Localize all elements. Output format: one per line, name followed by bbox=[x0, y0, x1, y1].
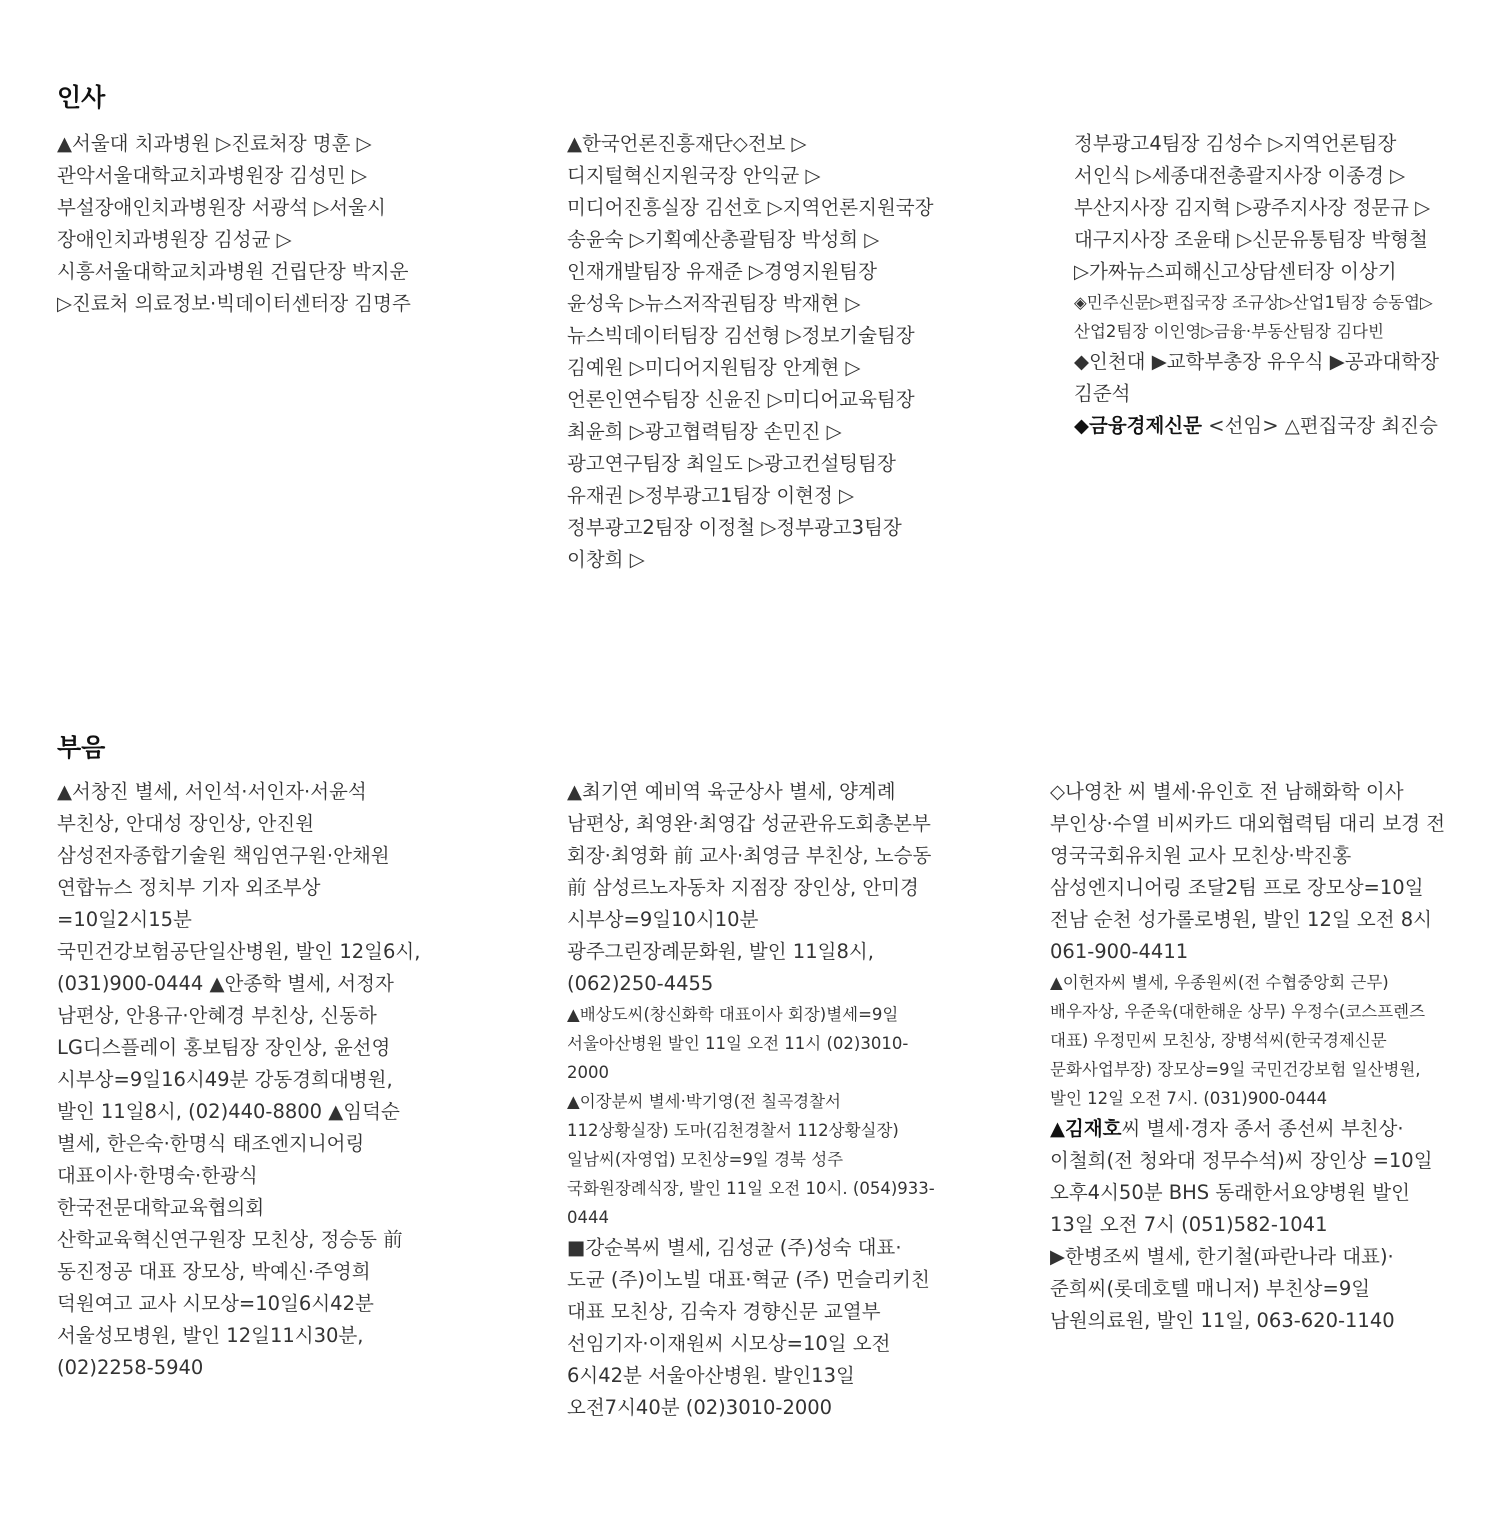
insa-section-title: 인사 bbox=[57, 83, 106, 112]
insa-column-2 bbox=[567, 128, 939, 576]
bueum-entry-na-youngchan: ◇나영찬 씨 별세·유인호 전 남해화학 이사 부인상·수열 비씨카드 대외협력팀 대리 보경 전 영국국회유치원 교사 모친상·박진홍 삼성엔지니어링 조달2팀 프로 장모상=10일 전남 순천 성가롤로병원, 발인 12일 오전 8시 061-900-4411 bbox=[1050, 780, 1446, 963]
bueum-section-title: 부음 bbox=[57, 733, 106, 762]
bueum-entry-lead: ▲김재호 bbox=[1050, 1117, 1122, 1140]
insa-entry-press-foundation: ▲한국언론진흥재단◇전보 ▷디지털혁신지원국장 안익균 ▷미디어진흥실장 김선호 ▷지역언론지원국장 송윤숙 ▷기획예산총괄팀장 박성희 ▷인재개발팀장 유재준 ▷경영지원팀장 윤성욱 ▷뉴스저작권팀장 박재현 ▷뉴스빅데이터팀장 김선형 ▷정보기술팀장 김예원 ▷미디어지원팀장 안계현 ▷언론인연수팀장 신윤진 ▷미디어교육팀장 최윤희 ▷광고협력팀장 손민진 ▷광고연구팀장 최일도 ▷광고컨설팅팀장 유재권 ▷정부광고1팀장 이현정 ▷정부광고2팀장 이정철 ▷정부광고3팀장 이창희 ▷ bbox=[567, 132, 934, 571]
bueum-entry-kang-sunbok: ■강순복씨 별세, 김성균 (주)성숙 대표·도균 (주)이노빌 대표·혁균 (주) 먼슬리키친 대표 모친상, 김숙자 경향신문 교열부 선임기자·이재원씨 시모상=10일 오전 6시42분 서울아산병원. 발인13일 오전7시40분 (02)3010-2000 bbox=[567, 1236, 930, 1419]
bueum-entry-bae-sangdo: ▲배상도씨(창신화학 대표이사 회장)별세=9일 서울아산병원 발인 11일 오전 11시 (02)3010-2000 bbox=[567, 1005, 909, 1082]
bueum-entry-lee-jangbun: ▲이장분씨 별세·박기영(전 칠곡경찰서 112상황실장) 도마(김천경찰서 112상황실장) 일남씨(자영업) 모친상=9일 경북 성주 국화원장례식장, 발인 11일 오전 10시. (054)933-0444 bbox=[567, 1092, 935, 1227]
insa-entry-financial-economy-news bbox=[1074, 410, 1446, 442]
insa-entry-minju-sinmun: ◈민주신문▷편집국장 조규상▷산업1팀장 승동엽▷산업2팀장 이인영▷금융·부동산팀장 김다빈 bbox=[1074, 293, 1433, 341]
insa-column-1 bbox=[57, 128, 429, 320]
bueum-entry-body: 씨 별세·경자 종서 종선씨 부친상·이철희(전 청와대 정무수석)씨 장인상 =10일 오후4시50분 BHS 동래한서요양병원 발인 13일 오전 7시 (051)582-1041 bbox=[1050, 1117, 1433, 1236]
insa-entry-snu-dental: ▲서울대 치과병원 ▷진료처장 명훈 ▷관악서울대학교치과병원장 김성민 ▷부설장애인치과병원장 서광석 ▷서울시 장애인치과병원장 김성균 ▷시흥서울대학교치과병원 건립단장 박지운 ▷진료처 의료정보·빅데이터센터장 김명주 bbox=[57, 132, 411, 315]
insa-entry-press-foundation-cont: 정부광고4팀장 김성수 ▷지역언론팀장 서인식 ▷세종대전총괄지사장 이종경 ▷부산지사장 김지혁 ▷광주지사장 정문규 ▷대구지사장 조윤태 ▷신문유통팀장 박형철 ▷가짜뉴스피해신고상담센터장 이상기 bbox=[1074, 132, 1431, 283]
bueum-column-2 bbox=[567, 776, 939, 1424]
insa-entry-body: <선임> △편집국장 최진승 bbox=[1202, 414, 1438, 437]
insa-column-3 bbox=[1074, 128, 1446, 442]
bueum-entry-han-byeongjo: ▶한병조씨 별세, 한기철(파란나라 대표)·준희씨(롯데호텔 매니저) 부친상=9일 남원의료원, 발인 11일, 063-620-1140 bbox=[1050, 1245, 1395, 1332]
bueum-entry-lee-heonja: ▲이헌자씨 별세, 우종원씨(전 수협중앙회 근무) 배우자상, 우준욱(대한해운 상무) 우정수(코스프렌즈 대표) 우정민씨 모친상, 장병석씨(한국경제신문 문화사업부장) 장모상=9일 국민건강보험 일산병원, 발인 12일 오전 7시. (031)900-0444 bbox=[1050, 973, 1426, 1108]
bueum-column-1 bbox=[57, 776, 429, 1384]
bueum-entry-group-1: ▲서창진 별세, 서인석·서인자·서윤석 부친상, 안대성 장인상, 안진원 삼성전자종합기술원 책임연구원·안채원 연합뉴스 정치부 기자 외조부상=10일2시15분 국민건강보험공단일산병원, 발인 12일6시, (031)900-0444 ▲안종학 별세, 서정자 남편상, 안용규·안혜경 부친상, 신동하 LG디스플레이 홍보팀장 장인상, 윤선영 시부상=9일16시49분 강동경희대병원, 발인 11일8시, (02)440-8800 ▲임덕순 별세, 한은숙·한명식 태조엔지니어링 대표이사·한명숙·한광식 한국전문대학교육협의회 산학교육혁신연구원장 모친상, 정승동 前 동진정공 대표 장모상, 박예신·주영희 덕원여고 교사 시모상=10일6시42분 서울성모병원, 발인 12일11시30분, (02)2258-5940 bbox=[57, 780, 421, 1379]
insa-entry-lead: ◆금융경제신문 bbox=[1074, 414, 1203, 437]
bueum-entry-kim-jaeho bbox=[1050, 1113, 1450, 1241]
bueum-entry-choi-giyeon: ▲최기연 예비역 육군상사 별세, 양계례 남편상, 최영완·최영갑 성균관유도회총본부 회장·최영화 前 교사·최영금 부친상, 노승동 前 삼성르노자동차 지점장 장인상, 안미경 시부상=9일10시10분 광주그린장례문화원, 발인 11일8시, (062)250-4455 bbox=[567, 780, 932, 995]
insa-entry-incheon-univ: ◆인천대 ▶교학부총장 유우식 ▶공과대학장 김준석 bbox=[1074, 350, 1439, 405]
bueum-column-3 bbox=[1050, 776, 1450, 1337]
